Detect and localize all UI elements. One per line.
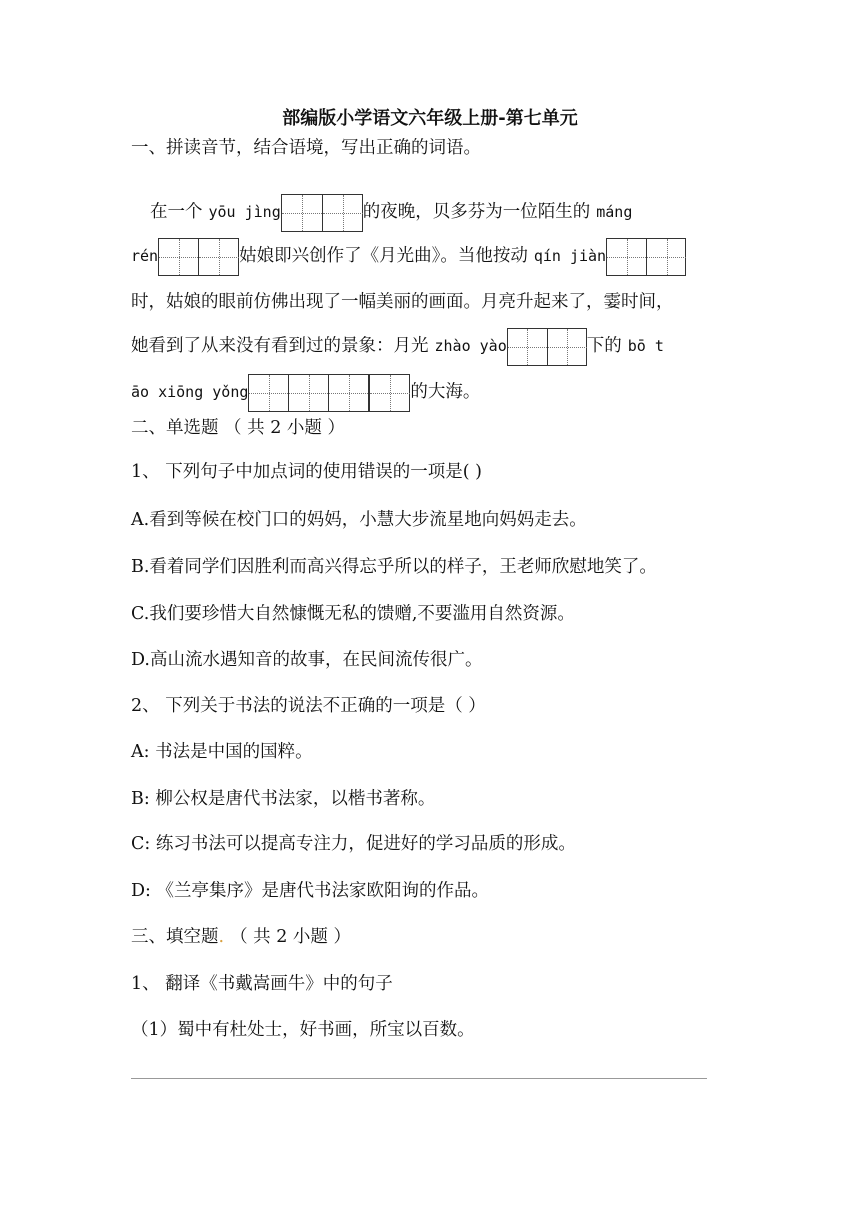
answer-grid-zhao-yao[interactable] [507, 328, 587, 366]
section3-heading-text: 三、填空题 [131, 927, 219, 947]
option-c[interactable]: C: 练习书法可以提高专注力，促进好的学习品质的形成。 [131, 834, 576, 854]
pinyin-you-jing: yōu jìng [208, 203, 281, 221]
passage-text: 下的 [586, 336, 622, 356]
answer-grid-mang-ren[interactable] [158, 238, 239, 276]
answer-grid-bo-tao-xiong-yong[interactable] [248, 374, 410, 412]
passage-text: 在一个 [150, 202, 203, 222]
option-b[interactable]: B.看着同学们因胜利而高兴得忘乎所以的样子，王老师欣慰地笑了。 [131, 557, 657, 577]
question-2-1-stem: 1、 下列句子中加点词的使用错误的一项是( ) [131, 462, 482, 482]
option-a[interactable]: A: 书法是中国的国粹。 [131, 742, 313, 762]
section2-heading: 二、单选题 （ 共 2 小题 ） [131, 418, 345, 438]
pinyin-mang: máng [596, 203, 633, 221]
option-c[interactable]: C.我们要珍惜大自然慷慨无私的馈赠,不要滥用自然资源。 [131, 604, 575, 624]
passage-text: 的夜晚，贝多芬为一位陌生的 [362, 202, 591, 222]
question-3-1-sub1: （1）蜀中有杜处士，好书画，所宝以百数。 [131, 1020, 475, 1040]
heading-dot: . [218, 927, 225, 947]
section3-heading [131, 923, 351, 948]
passage-line-2 [131, 234, 686, 278]
passage-line-3 [131, 280, 733, 324]
passage-line-5 [131, 370, 480, 414]
pinyin-qin-jian: qín jiàn [533, 247, 607, 265]
section1-heading: 一、拼读音节，结合语境，写出正确的词语。 [131, 138, 481, 158]
pinyin-ren: rén [131, 247, 159, 265]
option-b[interactable]: B: 柳公权是唐代书法家，以楷书著称。 [131, 789, 436, 809]
passage-text: 的大海。 [410, 382, 481, 402]
passage-text: 她看到了从来没有看到过的景象：月光 [131, 336, 429, 356]
pinyin-bo-tao-start: bō t [627, 337, 664, 355]
passage-text: 时，姑娘的眼前仿佛出现了一幅美丽的画面。月亮升起来了，霎时间， [131, 292, 674, 312]
passage-line-1 [131, 190, 632, 234]
pinyin-zhao-yao: zhào yào [434, 337, 507, 355]
passage-text: 姑娘即兴创作了《月光曲》。当他按动 [239, 246, 528, 266]
question-3-1-stem: 1、 翻译《书戴嵩画牛》中的句子 [131, 974, 393, 994]
page-title: 部编版小学语文六年级上册-第七单元 [282, 108, 578, 129]
answer-grid-you-jing[interactable] [281, 194, 363, 232]
pinyin-bo-tao-xiong-yong: āo xiōng yǒng [131, 383, 249, 401]
answer-grid-qin-jian[interactable] [606, 238, 686, 276]
option-d[interactable]: D.高山流水遇知音的故事，在民间流传很广。 [131, 650, 483, 670]
answer-line[interactable] [131, 1078, 707, 1079]
option-a[interactable]: A.看到等候在校门口的妈妈，小慧大步流星地向妈妈走去。 [131, 510, 587, 530]
option-d[interactable]: D: 《兰亭集序》是唐代书法家欧阳询的作品。 [131, 881, 489, 901]
section3-heading-count: （ 共 2 小题 ） [230, 927, 351, 947]
question-2-2-stem: 2、 下列关于书法的说法不正确的一项是（ ） [131, 696, 486, 716]
passage-line-4 [131, 324, 664, 368]
